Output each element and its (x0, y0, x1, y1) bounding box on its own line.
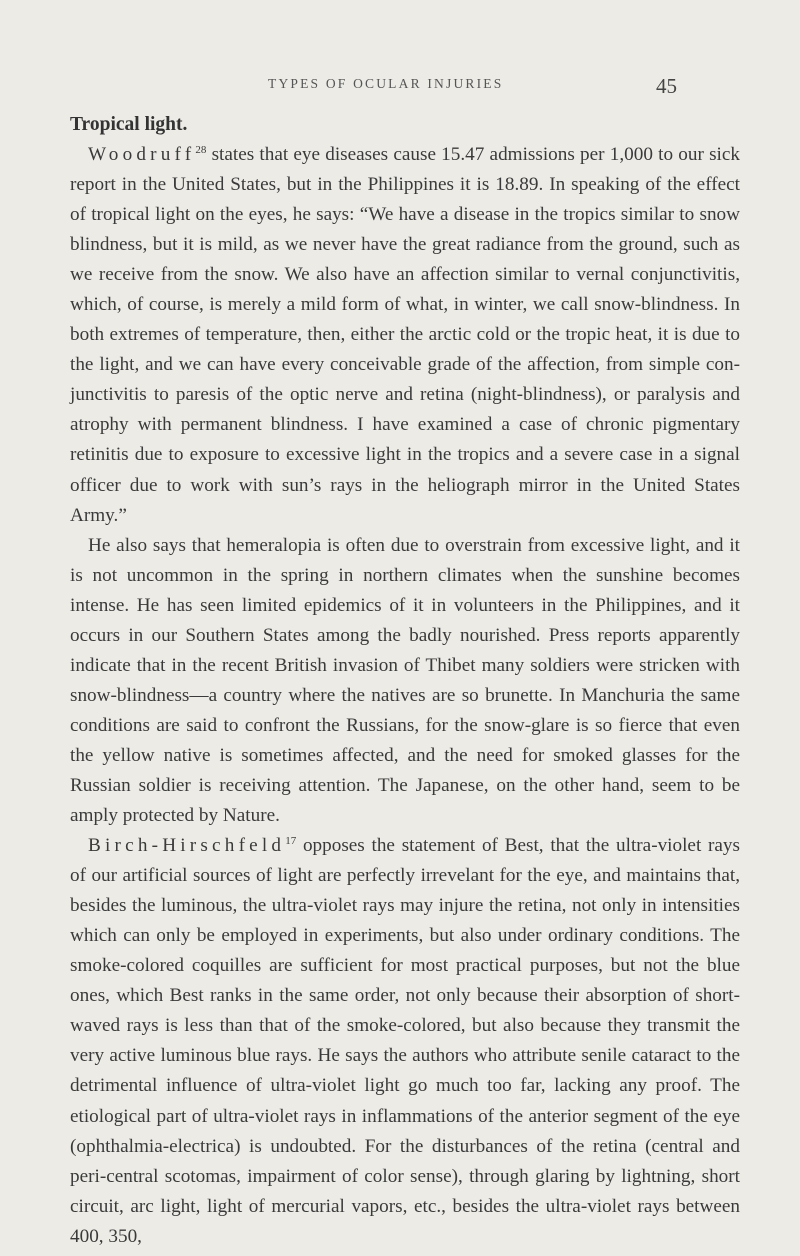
footnote-ref[interactable]: 17 (285, 835, 297, 848)
paragraph-text: states that eye diseases cause 15.47 admissions per 1,000 to our sick report in the United States, but in the Philippines it is 18.89. In speaking of the effect of tropical light on the eyes, he says: “We have a disease in the tropics similar to snow blindness, but it is mild, as we never have the great radiance from the ground, such as we receive from the snow. We also have an affection similar to vernal conjunctivitis, which, of course, is merely a mild form of what, in winter, we call snow-blindness. In both extremes of temperature, then, either the arctic cold or the tropic heat, it is due to the light, and we can have every conceivable grade of the affection, from simple conjunctivitis to paresis of the optic nerve and retina (night-blindness), or paralysis and atrophy with permanent blindness. I have examined a case of chronic pigmentary retinitis due to exposure to excessive light in the tropics and a severe case in a signal officer due to work with sun’s rays in the heliograph mirror in the United States Army.” (70, 144, 740, 526)
section-heading: Tropical light. (70, 114, 188, 135)
paragraph-hemeralopia (70, 531, 740, 831)
page-number: 45 (656, 74, 677, 98)
paragraph-text: He also says that hemeralopia is often due to overstrain from excessive light, and it is not uncommon in the spring in northern climates when the sunshine becomes intense. He has seen limited epidemics of it in volunteers in the Philippines, and it occurs in our Southern States among the badly nourished. Press reports apparently indicate that in the recent British invasion of Thibet many soldiers were stricken with snow-blindness—a country where the natives are so brunette. In Manchuria the same conditions are said to confront the Russians, for the snow-glare is so fierce that even the yellow native is sometimes affected, and the need for smoked glasses for the Russian soldier is receiving attention. The Japanese, on the other hand, seem to be amply protected by Nature. (70, 534, 740, 827)
footnote-ref[interactable]: 28 (195, 144, 207, 156)
author-name: Birch-Hirschfeld (88, 835, 286, 857)
paragraph-birch-hirschfeld (70, 831, 740, 1252)
paragraph-woodruff (70, 140, 740, 531)
paragraph-text: opposes the statement of Best, that the ultra-violet rays of our artificial sources of light are perfectly irrevelant for the eye, and maintains that, besides the luminous, the ultra-violet rays may injure the retina, not only in intensities which can only be employed in experiments, but also under ordinary conditions. The smoke-colored coquilles are sufficient for most practical purposes, but not the blue ones, which Best ranks in the same order, not only because their absorption of short-waved rays is less than that of the smoke-colored, but also because they transmit the very active luminous blue rays. He says the authors who attribute senile cataract to the detrimental influence of ultra-violet light go much too far, lacking any proof. The etiological part of ultra-violet rays in inflammations of the anterior segment of the eye (ophthalmia-electrica) is undoubted. For the disturbances of the retina (central and peri-central scotomas, impairment of color sense), through glaring by lightning, short circuit, arc light, light of mercurial vapors, etc., besides the ultra-violet rays between 400, 350, (70, 835, 740, 1247)
page-body (70, 110, 740, 1252)
author-name: Woodruff (88, 144, 196, 165)
running-title: TYPES OF OCULAR INJURIES (268, 76, 504, 91)
